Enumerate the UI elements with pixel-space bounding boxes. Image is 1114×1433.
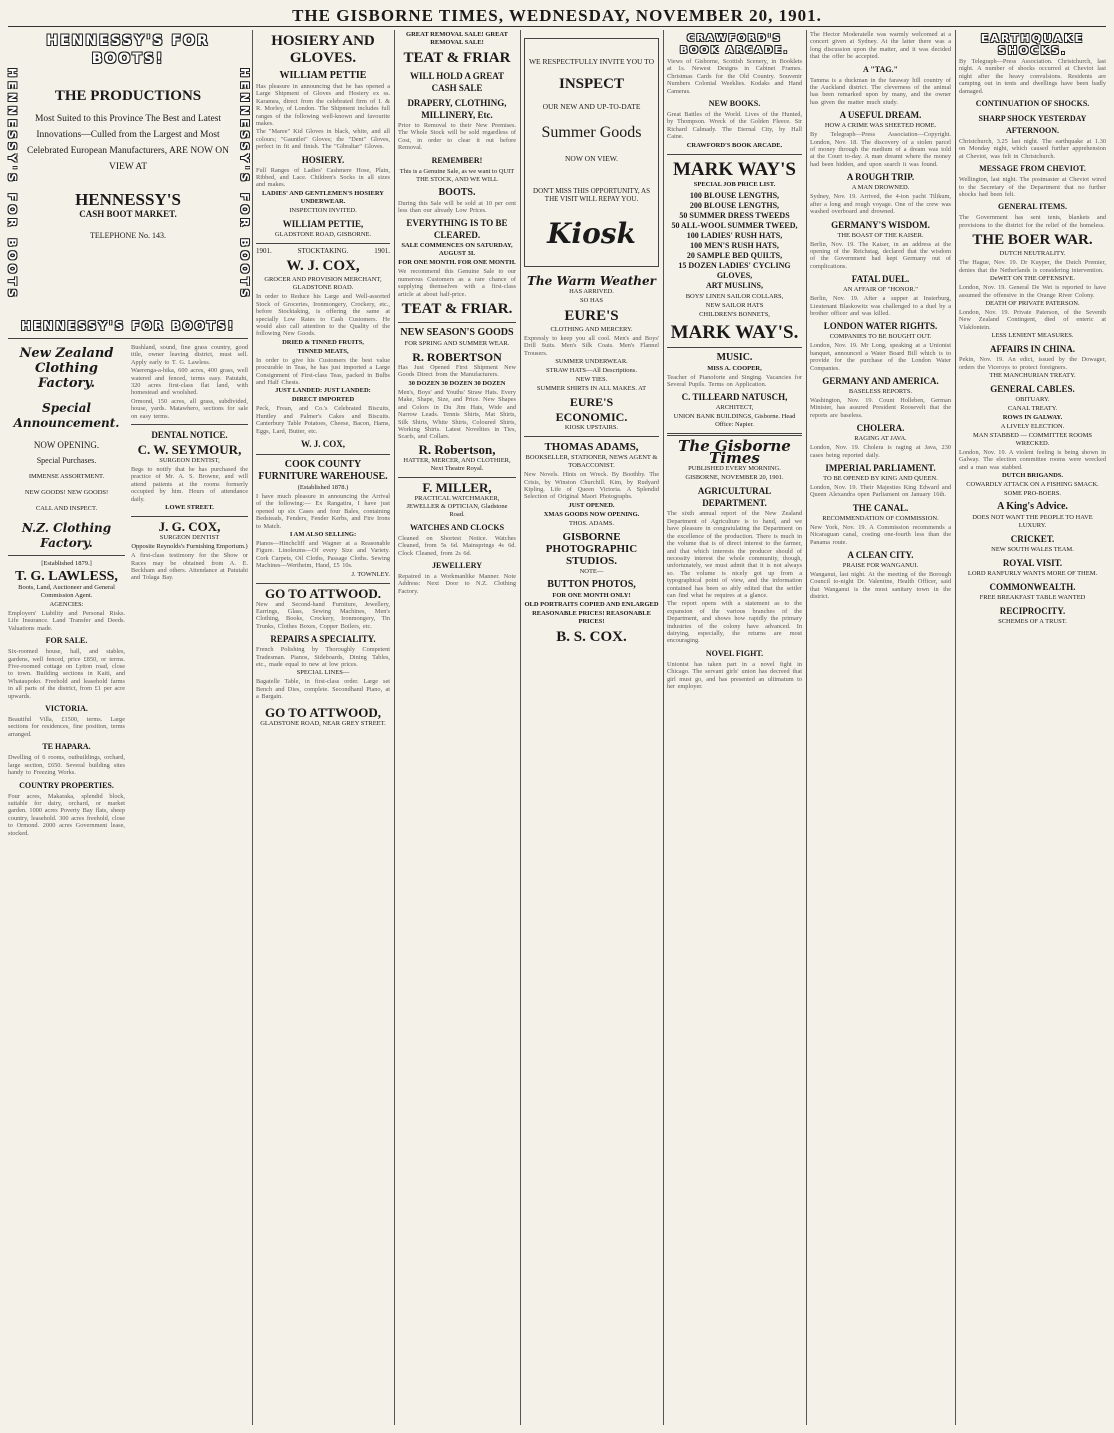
schemes-trust: SCHEMES OF A TRUST. [998,618,1067,626]
column-divider [806,30,807,1425]
cox-name: J. G. COX, [158,519,221,535]
cholera: CHOLERA. [856,423,905,434]
cash-sale: WILL HOLD A GREAT CASH SALE [409,71,505,93]
so-has: SO HAS [580,297,603,304]
our-new: OUR NEW AND UP-TO-DATE [542,102,641,111]
immense-assortment: IMMENSE ASSORTMENT. [28,473,105,480]
one-month: FOR ONE MONTH. FOR ONE MONTH. [398,259,516,267]
royal-visit: ROYAL VISIT. [1002,558,1063,569]
dateline: GISBORNE, NOVEMBER 20, 1901. [685,474,784,482]
townley: J. TOWNLEY. [351,570,390,578]
now-opening: NOW OPENING. [33,440,100,450]
shop-subtitle: CASH BOOT MARKET. [79,209,177,219]
direct-imported: DIRECT IMPORTED [291,396,355,404]
column-kiosk: WE RESPECTFULLY INVITE YOU TO INSPECT OUR NEW AND UP-TO-DATE Summer Goods NOW ON VIEW. DON'T MISS THIS OPPORTUNITY, AS THE VISIT WILL REPAY YOU. Kiosk The Warm Weather HAS ARRIVED. SO HAS EURE'S CLOTHING AND MERCERY. Expressly to keep you all cool. Men's and Boys' Drill Suits. Men's Silk Coats. Men's Flannel Trousers. SUMMER UNDERWEAR. STRAW HATS—All Descriptions. NEW TIES. SUMMER SHIRTS IN ALL MAKES. AT EURE'S ECONOMIC. KIOSK UPSTAIRS. THOMAS ADAMS, BOOKSELLER, STATIONER, NEWS AGENT & TOBACCONIST. New Novels. Hints on Wreck. By Boothby. The Crisis, by Winston Churchill. Kim, by Rudyard Kipling. Life of Queen Victoria. A Splendid Selection of Original Maori Photographs. JUST OPENED. XMAS GOODS NOW OPENING. THOS. ADAMS. GISBORNE PHOTOGRAPHIC STUDIOS. NOTE— BUTTON PHOTOS, FOR ONE MONTH ONLY! OLD PORTRAITS COPIED AND ENLARGED REASONABLE PRICES! REASONABLE PRICES! B. S. COX. [524,30,659,1425]
kiosk-upstairs: KIOSK UPSTAIRS. [564,424,619,432]
robertson-subtitle: HATTER, MERCER, AND CLOTHIER, Next Theatre Royal. [403,456,511,472]
old-portraits: OLD PORTRAITS COPIED AND ENLARGED [524,600,659,608]
now-on-view: NOW ON VIEW. [565,154,618,163]
natusch-name: C. TILLEARD NATUSCH, [681,392,788,403]
for-sale-text: Six-roomed house, hall, and stables, gardens, well fenced, price £850, or terms. Five-roomed cottage on Lytton road, close to town. Building sections in Kaiti, and Whataupoko. Freehold and leasehold farms in all parts of the district, from £1 per acre upwards. [8,648,125,700]
sale-commences: SALE COMMENCES ON SATURDAY, AUGUST 3I. [401,242,513,258]
lawless-subtitle: Boots, Land, Auctioneer and General Commission Agent. [18,584,115,599]
masthead-rule [8,26,1106,27]
hennessy-banner-bottom: HENNESSY'S FOR BOOTS! [20,319,236,333]
hennessy-side-text-left: HENNESSY'S FOR BOOTS [5,68,19,301]
tag-heading: A "TAG." [863,64,898,74]
respectfully-invite: WE RESPECTFULLY INVITE YOU TO [528,57,655,66]
dont-miss: DON'T MISS THIS OPPORTUNITY, AS THE VISIT WILL REPAY YOU. [533,187,650,203]
attwood-address: GLADSTONE ROAD, NEAR GREY STREET. [260,719,386,727]
teat-friar-title-2: TEAT & FRIAR. [401,301,513,318]
recommendation: RECOMMENDATION OF COMMISSION. [822,514,939,522]
agricultural-department: AGRICULTURAL DEPARTMENT. [697,486,772,509]
natusch-address: UNION BANK BUILDINGS, Gisborne. Head Office: Napier. [673,413,796,429]
markway-name-2: MARK WAY'S. [670,321,799,343]
te-hapara: TE HAPARA. [42,742,91,752]
pettie-name-2: WILLIAM PETTIE, [282,218,364,229]
new-books: NEW BOOKS. [708,99,761,109]
bs-cox-name: B. S. COX. [556,628,627,645]
commonwealth: COMMONWEALTH. [989,582,1076,593]
pettie-address: GLADSTONE ROAD, GISBORNE. [274,230,372,238]
price-list-item: 100 LADIES' RUSH HATS, [686,230,783,240]
warm-weather: The Warm Weather [526,274,656,288]
boer-war: THE BOER WAR. [972,232,1093,249]
jewellery: JEWELLERY [432,560,482,570]
column-news-a: The Hector Moderatelle was warmly welcomed at a concert given at Sydney. At the latter there was a long discussion upon the matter, and it was decided that the offer be accepted. A "TAG." Tamma is a duckman in the faraway hill country of the Auckland district. The cleverness of the animal has been remarked upon by many, and the owner has given the matter much study. A USEFUL DREAM. HOW A CRIME WAS SHEETED HOME. By Telegraph—Press Association—Copyright. London, Nov. 18. The discovery of a stolen parcel of money through the medium of a dream was told at the Court to-day. A man dreamt where the money had been hidden, and upon search it was found. A ROUGH TRIP. A MAN DROWNED. Sydney, Nov. 19. Arrived, the 4-ton yacht Tilikum, after a long and rough voyage. One of the crew was washed overboard and drowned. GERMANY'S WISDOM. THE BOAST OF THE KAISER. Berlin, Nov. 19. The Kaiser, in an address at the opening of the Reichstag, declared that the wisdom of the Government had kept Germany out of complications. FATAL DUEL. AN AFFAIR OF "HONOR." Berlin, Nov. 19. After a supper at Insterburg, Lieutenant Blaskowitz was challenged to a duel by a brother officer and was killed. LONDON WATER RIGHTS. COMPANIES TO BE BOUGHT OUT. London, Nov. 19. Mr Long, speaking at a Unionist banquet, announced a Water Board Bill which is to provide for the purchase of the London Water Companies. GERMANY AND AMERICA. BASELESS REPORTS. Washington, Nov. 19. Count Holleben, German Minister, has assured President Roosevelt that the reports are baseless. CHOLERA. RAGING AT JAVA. London, Nov. 19. Cholera is raging at Java, 230 cases being reported daily. IMPERIAL PARLIAMENT. TO BE OPENED BY KING AND QUEEN. London, Nov. 19. Their Majesties King Edward and Queen Alexandra open Parliament on January 16th. THE CANAL. RECOMMENDATION OF COMMISSION. New York, Nov. 19. A Commission recommends a Nicaraguan canal, costing one-fourth less than the Panama route. A CLEAN CITY. PRAISE FOR WANGANUI. Wanganui, last night. At the meeting of the Borough Council to-night Dr. Valentine, Health Officer, said that Wanganui is the most sanitary town in the district. [810,31,951,601]
remember: REMEMBER! [431,155,483,165]
sharp-shock: SHARP SHOCK YESTERDAY AFTERNOON. [978,114,1087,136]
does-not-want: DOES NOT WANT THE PEOPLE TO HAVE LUXURY. [972,514,1093,530]
childrens-bonnets: CHILDREN'S BONNETS, [699,310,770,318]
the-canal: THE CANAL. [852,502,909,513]
productions-title: THE PRODUCTIONS [54,88,202,104]
miller-subtitle: PRACTICAL WATCHMAKER, JEWELLER & OPTICIAN, Gladstone Road. [406,494,508,518]
price-list-item: 100 BLOUSE LENGTHS, [689,190,780,200]
has-arrived: HAS ARRIVED. [569,288,614,295]
spring-summer: FOR SPRING AND SUMMER WEAR. [404,340,510,348]
robertson-name: R. ROBERTSON [412,350,502,365]
affairs-china: AFFAIRS IN CHINA. [989,344,1076,355]
cooper-name: MISS A. COOPER, [707,364,762,372]
shop-name: HENNESSY'S [75,190,181,209]
column-divider [520,30,521,1425]
message-cheviot: MESSAGE FROM CHEVIOT. [979,164,1086,174]
just-landed: JUST LANDED: JUST LANDED: [275,387,371,395]
clean-city: A CLEAN CITY. [847,550,914,561]
cox-opposite: Opposite Reynolds's Furnishing Emporium.) [131,543,248,551]
companies-bought: COMPANIES TO BE BOUGHT OUT. [829,333,932,341]
economic: ECONOMIC. [555,410,628,425]
rows-galway: ROWS IN GALWAY. [1002,413,1063,421]
london-water: LONDON WATER RIGHTS. [823,321,938,332]
special-purchases: Special Purchases. [36,456,97,465]
straw-hats: STRAW HATS—All Descriptions. [546,367,637,375]
kings-advice: A King's Advice. [997,501,1068,513]
useful-dream-sub: HOW A CRIME WAS SHEETED HOME. [824,122,937,130]
wj-cox-name: W. J. COX, [286,258,360,275]
eures-subtitle: CLOTHING AND MERCERY. [550,326,633,333]
agencies-text: Employers' Liability and Personal Risks. Life Insurance. Land Transfer and Deeds. Valuations made. [8,610,125,632]
general-items: GENERAL ITEMS. [998,202,1067,212]
column-divider [394,30,395,1425]
lenient-measures: LESS LENIENT MEASURES. [991,332,1074,340]
telephone: TELEPHONE No. 143. [90,231,166,241]
year-left: 1901. [256,246,272,255]
for-sale: FOR SALE. [45,636,88,646]
photo-studios: GISBORNE PHOTOGRAPHIC STUDIOS. [545,530,638,567]
summer-shirts: SUMMER SHIRTS IN ALL MAKES. AT [536,385,647,393]
general-cables: GENERAL CABLES. [990,383,1075,394]
germany-wisdom: GERMANY'S WISDOM. [831,219,930,230]
paper-title: The Gisborne Times [678,437,791,468]
useful-dream: A USEFUL DREAM. [839,110,922,121]
opened-by-king: TO BE OPENED BY KING AND QUEEN. [823,475,938,482]
call-inspect: CALL AND INSPECT. [35,505,98,512]
note: NOTE— [579,567,604,575]
affair-of-honor: AN AFFAIR OF "HONOR." [843,286,918,294]
column-news-b: EARTHQUAKE SHOCKS. By Telegraph—Press Association. Christchurch, last night. A number of shocks occurred at Cheviot last night after the heavy convulsions. Residents are camping out in tents and dwellings have been badly damaged. CONTINUATION OF SHOCKS. SHARP SHOCK YESTERDAY AFTERNOON. Christchurch, 3.25 last night. The earthquake at 1.30 on Monday night, which caused further apprehension at Cheviot, was felt in Christchurch. MESSAGE FROM CHEVIOT. Wellington, last night. The postmaster at Cheviot wired to the Secretary of the Department that no further shocks had been felt. GENERAL ITEMS. The Government has sent tents, blankets and provisions to the district for the relief of the homeless. THE BOER WAR. DUTCH NEUTRALITY. The Hague, Nov. 19. Dr Kuyper, the Dutch Premier, denies that the Netherlands is considering intervention. DeWET ON THE OFFENSIVE. London, Nov. 19. General De Wet is reported to have assumed the offensive in the Orange River Colony. DEATH OF PRIVATE PATERSON. London, Nov. 19. Private Paterson, of the Seventh New Zealand Contingent, died of enteric at Vlakfontein. LESS LENIENT MEASURES. AFFAIRS IN CHINA. Pekin, Nov. 19. An edict, issued by the Dowager, orders the Viceroys to protect foreigners. THE MANCHURIAN TREATY. GENERAL CABLES. OBITUARY. CANAL TREATY. ROWS IN GALWAY. A LIVELY ELECTION. MAN STABBED — COMMITTEE ROOMS WRECKED. London, Nov. 19. A violent feeling is being shown in Galway. The election committee rooms were wrecked and a man was stabbed. DUTCH BRIGANDS. COWARDLY ATTACK ON A FISHING SMACK. SOME PRO-BOERS. A King's Advice. DOES NOT WANT THE PEOPLE TO HAVE LUXURY. CRICKET. NEW SOUTH WALES TEAM. ROYAL VISIT. LORD RANFURLY WANTS MORE OF THEM. COMMONWEALTH. FREE BREAKFAST TABLE WANTED RECIPROCITY. SCHEMES OF A TRUST. [959,32,1106,626]
robertson-name-2: R. Robertson, [418,441,496,457]
imperial-parliament: IMPERIAL PARLIAMENT. [825,463,936,473]
published-every-morning: PUBLISHED EVERY MORNING. [688,465,781,473]
established: [Established 1879.] [41,560,92,567]
stocktaking-label: STOCKTAKING. [297,246,349,255]
death-paterson: DEATH OF PRIVATE PATERSON. [985,299,1080,307]
agencies: AGENCIES: [49,601,84,608]
hennessy-banner: HENNESSY'S FOR BOOTS! [46,33,210,67]
price-list-item: 100 MEN'S RUSH HATS, [690,240,779,250]
for-one-month-only: FOR ONE MONTH ONLY! [552,591,631,599]
column-divider [252,30,253,1425]
lowe-street: LOWE STREET. [165,504,214,512]
germany-america: GERMANY AND AMERICA. [822,375,939,386]
dutch-brigands: DUTCH BRIGANDS. [1001,472,1064,480]
adams-subtitle: BOOKSELLER, STATIONER, NEWS AGENT & TOBACCONIST. [525,454,658,470]
wj-cox-subtitle: GROCER AND PROVISION MERCHANT, GLADSTONE ROAD. [264,276,382,292]
price-list-item: 50 ALL-WOOL SUMMER TWEED, [671,220,798,230]
ladies-underwear: LADIES' AND GENTLEMEN'S HOSIERY UNDERWEAR. [261,189,385,205]
new-ties: NEW TIES. [575,376,608,384]
column-pettie-cox: HOSIERY AND GLOVES. WILLIAM PETTIE Has pleasure in announcing that he has opened a Large Shipment of Gloves and Hosiery ex ss. Karamea, direct from the celebrated firm of I. & R. Morley, of London. The Shipment includes full ranges of the following well-known and favourite makes. The "Maree" Kid Gloves in black, white, and all colours; "Gauntlet" Gloves; the "Dent" Gloves, perfect in fit and finish. The "Gibraltar" Gloves. HOSIERY. Full Ranges of Ladies' Cashmere Hose, Plain, Ribbed, and Lace. Children's Socks in all sizes and makes. LADIES' AND GENTLEMEN'S HOSIERY UNDERWEAR. INSPECTION INVITED. WILLIAM PETTIE, GLADSTONE ROAD, GISBORNE. 1901. STOCKTAKING. 1901. W. J. COX, GROCER AND PROVISION MERCHANT, GLADSTONE ROAD. In order to Reduce his Large and Well-assorted Stock of Groceries, Ironmongery, Crockery, etc., before Stocktaking, is offering the same at specially Low Rates to Cash Customers. He would also call attention to the Quality of the following New Goods. DRIED & TINNED FRUITS, TINNED MEATS, In order to give his Customers the best value procurable in Teas, he has just imported a Large Consignment of First-class Teas, packed in Bulbs and Half Chests. JUST LANDED: JUST LANDED: DIRECT IMPORTED Peck, Frean, and Co.'s Celebrated Biscuits, Huntley and Palmer's Cakes and Biscuits. Canterbury Table Potatoes, Cheese, Bacon, Hams, Eggs, Lard, Butter, etc. W. J. COX, COOK COUNTY FURNITURE WAREHOUSE. (Established 1878.) I have much pleasure in announcing the Arrival of the following:— Ex Rangatira, I have just opened up six Cases and four Bales, containing Bedsteads, Fenders, Fender Kerbs, and Fire Irons to Match. I AM ALSO SELLING: Pianos—Hinchcliff and Wagner at a Reasonable Figure. Linoleums—Of every Size and Variety. Cork Carpets, Oil Cloths, Passage Cloths. Sewing Machines—Wertheim, Hand, £5 10s. J. TOWNLEY. GO TO ATTWOOD. New and Second-hand Furniture, Jewellery, Earrings, Glass, Sewing Machines, Men's Clothing, Books, Crockery, Ironmongery, Tin Trunks, Clothes Boxes, Copper Boilers, etc. REPAIRS A SPECIALITY. French Polishing by Thoroughly Competent Tradesman. Pianos, Sideboards, Dining Tables, etc., made equal to new at low prices. SPECIAL LINES— Bagatelle Table, in first-class order. Large set Bench and Dies, complete. Secondhand Piano, at a Bargain. GO TO ATTWOOD, GLADSTONE ROAD, NEAR GREY STREET. [256,33,390,727]
price-list-item: 15 DOZEN LADIES' CYCLING GLOVES, [678,260,791,280]
dried-fruits: DRIED & TINNED FRUITS, [282,338,364,346]
column-divider [955,30,956,1425]
natusch-subtitle: ARCHITECT, [715,404,754,412]
continuation-shocks: CONTINUATION OF SHOCKS. [975,99,1090,109]
boys-collars: BOYS' LINEN SAILOR COLLARS, [685,292,784,300]
inspect-box [524,38,659,267]
button-photos: BUTTON PHOTOS, [547,578,636,590]
country-properties: COUNTRY PROPERTIES. [19,780,114,790]
column-hennessy: HENNESSY'S FOR BOOTS! HENNESSY'S FOR BOOTS THE PRODUCTIONS Most Suited to this Province The Best and Latest Innovations—Culled from the Largest and Most Celebrated European Manufacturers, ARE NOW ON VIEW AT HENNESSY'S CASH BOOT MARKET. TELEPHONE No. 143. HENNESSY'S FOR BOOTS HENNESSY'S FOR BOOTS! New Zealand Clothing Factory. Special Announcement. NOW OPENING. Special Purchases. IMMENSE ASSORTMENT. NEW GOODS! NEW GOODS! CALL AND INSPECT. N.Z. Clothing Factory. [Established 1879.] T. G. LAWLESS, Boots, Land, Auctioneer and General Commission Agent. AGENCIES: Employers' Liability and Personal Risks. Life Insurance. Land Transfer and Deeds. Valuations made. FOR SALE. Six-roomed house, hall, and stables, gardens, well fenced, price £850, or terms. Five-roomed cottage on Lytton road, close to town. Building sections in Kaiti, and Whataupoko. Freehold and leasehold farms in all parts of the district, from £1 per acre upwards. VICTORIA. Beautiful Villa, £1500, terms. Large sections for residences, fine position, terms arranged. TE HAPARA. Dwelling of 6 rooms, outbuildings, orchard, large section, £650. Several building sites handy to Freezing Works. COUNTRY PROPERTIES. Four acres, Makaraka, splendid block, suitable for dairy, orchard, or market garden. 1000 acres Poverty Bay flats, sheep country, leasehold. 300 acres freehold, close to Ormond. 2000 acres Government lease, stocked. Bushland, sound, fine grass country, good title, owner leaving district, must sell. Apply early to T. G. Lawless. Waerenga-a-hika, 600 acres, 400 grass, well watered and fenced, terms easy. Patutahi, 320 acres first-class flat land, with homestead and woolshed. Ormond, 150 acres, all grass, subdivided, house, yards. Matawhero, sections for sale on easy terms. DENTAL NOTICE. C. W. SEYMOUR, SURGEON DENTIST, Begs to notify that he has purchased the practice of Mr. A. S. Browne, and will attend patients at the rooms formerly occupied by him. Hours of attendance daily. LOWE STREET. J. G. COX, SURGEON DENTIST Opposite Reynolds's Furnishing Emporium.) A first-class testimony for the Show or Races may be obtained from A. E. Beckham and others. Attendance at Patutahi and Tolaga Bay. [5,33,251,837]
reciprocity: RECIPROCITY. [999,606,1066,617]
dewet-offensive: DeWET ON THE OFFENSIVE. [990,275,1075,283]
inspection-invited: INSPECTION INVITED. [289,206,357,214]
cook-county-title: COOK COUNTY FURNITURE WAREHOUSE. [258,458,388,482]
teat-friar-title: TEAT & FRIAR [403,50,511,66]
rough-trip-sub: A MAN DROWNED. [851,184,910,192]
cook-established: (Established 1878.) [297,483,349,491]
pettie-name: WILLIAM PETTIE [279,70,367,81]
price-list-item: 200 BLOUSE LENGTHS, [689,200,780,210]
wj-cox-name-2: W. J. COX, [301,438,345,449]
year-right: 1901. [374,246,390,255]
baseless-reports: BASELESS REPORTS. [848,387,913,395]
hennessy-side-text-right: HENNESSY'S FOR BOOTS [238,68,251,301]
crawford-title: CRAWFORD'S BOOK ARCADE. [679,33,790,56]
man-stabbed: MAN STABBED — COMMITTEE ROOMS WRECKED. [972,431,1092,447]
rough-trip: A ROUGH TRIP. [846,172,915,183]
pro-boers: SOME PRO-BOERS. [1003,490,1062,498]
new-goods: NEW GOODS! NEW GOODS! [24,489,109,496]
cricket: CRICKET. [1010,534,1055,545]
lawless-name: T. G. LAWLESS, [15,569,118,584]
tinned-meats: TINNED MEATS, [297,347,349,355]
thirty-dozen: 30 DOZEN 30 DOZEN 30 DOZEN [408,379,506,387]
everything-cleared: EVERYTHING IS TO BE CLEARED. [406,218,508,241]
praise-wanganui: PRAISE FOR WANGANUI. [842,562,919,570]
column-divider [663,30,664,1425]
kiosk-logo: Kiosk [547,217,636,250]
obituary: OBITUARY. [1015,395,1050,403]
raging-java: RAGING AT JAVA. [854,435,907,443]
cowardly-attack: COWARDLY ATTACK ON A FISHING SMACK. [966,481,1099,489]
music-heading: MUSIC. [716,351,753,363]
eures-name: EURE'S [564,308,619,324]
seymour-name: C. W. SEYMOUR, [137,442,242,458]
earthquake-shocks: EARTHQUAKE SHOCKS. [980,32,1085,57]
xmas-goods: XMAS GOODS NOW OPENING. [543,510,640,518]
attwood-title-2: GO TO ATTWOOD, [265,704,381,720]
dutch-neutrality: DUTCH NEUTRALITY. [999,250,1066,258]
special-job-list: SPECIAL JOB PRICE LIST. [693,180,776,188]
boots-heading: BOOTS. [438,186,476,198]
miller-name: F. MILLER, [422,479,492,495]
special-announcement: Special Announcement. [13,401,120,430]
nsw-team: NEW SOUTH WALES TEAM. [991,546,1074,554]
productions-body: Most Suited to this Province The Best and Latest Innovations—Culled from the Largest and Most Celebrated European Manufacturers, ARE NOW ON VIEW AT [27,114,229,172]
column-markway: CRAWFORD'S BOOK ARCADE. Views of Gisborne, Scottish Scenery, in Booklets at 1s. Newest Designs in Cabinet Frames. Christmas Cards for the Old Country. Souvenir Numbers Colonial Weeklies. Kodaks and Hand Cameras. NEW BOOKS. Great Battles of the World. Lives of the Hunted, by Thompson. Wreck of the Golden Fleece. Sir Richard Calmady. The Eternal City, by Hall Caine. CRAWFORD'S BOOK ARCADE. MARK WAY'S SPECIAL JOB PRICE LIST. 100 BLOUSE LENGTHS, 200 BLOUSE LENGTHS, 50 SUMMER DRESS TWEEDS 50 ALL-WOOL SUMMER TWEED, 100 LADIES' RUSH HATS, 100 MEN'S RUSH HATS, 20 SAMPLE BED QUILTS, 15 DOZEN LADIES' CYCLING GLOVES, ART MUSLINS, BOYS' LINEN SAILOR COLLARS, NEW SAILOR HATS CHILDREN'S BONNETS, MARK WAY'S. MUSIC. MISS A. COOPER, Teacher of Pianoforte and Singing. Vacancies for Several Pupils. Terms on Application. C. TILLEARD NATUSCH, ARCHITECT, UNION BANK BUILDINGS, Gisborne. Head Office: Napier. The Gisborne Times PUBLISHED EVERY MORNING. GISBORNE, NOVEMBER 20, 1901. AGRICULTURAL DEPARTMENT. The sixth annual report of the New Zealand Department of Agriculture is to hand, and we have pleasure in congratulating the Department on the excellence of the production. There is much in the volume that is of direct interest to the farmer, and that which interests the producer should of necessity interest the whole community, though, unfortunately, we must admit that it is not always so. The volume is nicely got up from a typographical point of view, and the information contained has been so ably edited that the settler can find what he requires at a glance. The report opens with a statement as to the expansion of the various branches of the Department, and shows how rapidly the primary industries of the colony have advanced. In dairying, especially, the returns are most encouraging. NOVEL FIGHT. Unionist has taken part in a novel fight in Chicago. The servant girls' union has decreed that girl must go, and has presented an ultimatum to her employer. [667,33,802,690]
also-selling: I AM ALSO SELLING: [289,531,357,538]
fatal-duel: FATAL DUEL. [851,274,910,285]
nz-clothing-title: New Zealand Clothing Factory. [19,346,114,391]
hosiery-gloves-title: HOSIERY AND GLOVES. [271,33,375,66]
germany-wisdom-sub: THE BOAST OF THE KAISER. [837,231,924,239]
price-list-item: 20 SAMPLE BED QUILTS, [686,250,783,260]
masthead: THE GISBORNE TIMES, WEDNESDAY, NOVEMBER 20, 1901. [292,6,822,25]
removal-sale: GREAT REMOVAL SALE! GREAT REMOVAL SALE! [406,31,508,46]
watches-clocks: WATCHES AND CLOCKS [409,522,505,532]
price-list-item: 50 SUMMER DRESS TWEEDS [679,210,790,220]
cox-subtitle: SURGEON DENTIST [159,534,220,542]
summer-underwear: SUMMER UNDERWEAR. [555,358,628,366]
repairs: REPAIRS A SPECIALITY. [270,634,376,645]
new-season-goods: NEW SEASON'S GOODS [400,327,514,339]
markway-name: MARK WAY'S [673,158,796,180]
free-breakfast: FREE BREAKFAST TABLE WANTED [979,594,1086,602]
dental-notice: DENTAL NOTICE. [151,430,228,441]
adams-name-2: THOS. ADAMS. [569,519,614,527]
canal-treaty: CANAL TREATY. [1007,404,1058,412]
hosiery-heading: HOSIERY. [301,154,345,165]
manchurian-treaty: THE MANCHURIAN TREATY. [989,371,1076,379]
genuine-sale: This is a Genuine Sale, as we want to QUIT THE STOCK, AND WE WILL [399,167,515,183]
eures-name-2: EURE'S [569,395,614,410]
inspect-heading: INSPECT [558,76,625,92]
victoria: VICTORIA. [45,704,88,714]
ranfurly: LORD RANFURLY WANTS MORE OF THEM. [967,570,1098,578]
reasonable-prices: REASONABLE PRICES! REASONABLE PRICES! [532,609,651,625]
seymour-subtitle: SURGEON DENTIST, [159,457,220,465]
attwood-title: GO TO ATTWOOD. [265,585,381,601]
price-list [667,191,802,291]
column-teat-friar: GREAT REMOVAL SALE! GREAT REMOVAL SALE! TEAT & FRIAR WILL HOLD A GREAT CASH SALE DRAPERY, CLOTHING, MILLINERY, Etc. Prior to Removal to their New Premises. The Whole Stock will be sold regardless of Cost, in order to clear it out before Removal. REMEMBER! This is a Genuine Sale, as we want to QUIT THE STOCK, AND WE WILL BOOTS. During this Sale will be sold at 10 per cent less than our already Low Prices. EVERYTHING IS TO BE CLEARED. SALE COMMENCES ON SATURDAY, AUGUST 3I. FOR ONE MONTH. FOR ONE MONTH. We recommend this Genuine Sale to our numerous Customers as a rare chance of supplying themselves with a first-class article at about half-price. TEAT & FRIAR. NEW SEASON'S GOODS FOR SPRING AND SUMMER WEAR. R. ROBERTSON Has Just Opened First Shipment New Goods Direct from the Manufacturers. 30 DOZEN 30 DOZEN 30 DOZEN Men's, Boys' and Youths' Straw Hats. Every Make, Shape, Size, and Price. New Shapes and Colors in Du Jim Hats, Wide and Narrow Leads. Tennis Shirts, Mat Shirts, Silk Shirts, White Shirts, Coloured Shirts, Working Shirts. Latest Novelties in Ties, Scarfs, and Collars. R. Robertson, HATTER, MERCER, AND CLOTHIER, Next Theatre Royal. F. MILLER, PRACTICAL WATCHMAKER, JEWELLER & OPTICIAN, Gladstone Road. WATCHES AND CLOCKS Cleaned on Shortest Notice. Watches Cleaned, from 5s 6d. Mainsprings 4s 6d. Clock Cleaned, from 2s 6d. JEWELLERY Repaired in a Workmanlike Manner. Note Address: Next Door to N.Z. Clothing Factory. [398,31,516,595]
drapery: DRAPERY, CLOTHING, MILLINERY, Etc. [407,98,507,120]
adams-name: THOMAS ADAMS, [544,441,639,454]
special-lines: SPECIAL LINES— [296,669,350,677]
just-opened: JUST OPENED. [568,501,615,509]
crawford-title-2: CRAWFORD'S BOOK ARCADE. [686,141,783,149]
sailor-hats: NEW SAILOR HATS [705,301,764,309]
lively-election: A LIVELY ELECTION. [1000,422,1065,430]
nz-clothing-factory: N.Z. Clothing Factory. [21,521,112,550]
novel-fight: NOVEL FIGHT. [705,648,764,658]
summer-goods: Summer Goods [541,124,642,141]
price-list-item: ART MUSLINS, [706,280,763,290]
